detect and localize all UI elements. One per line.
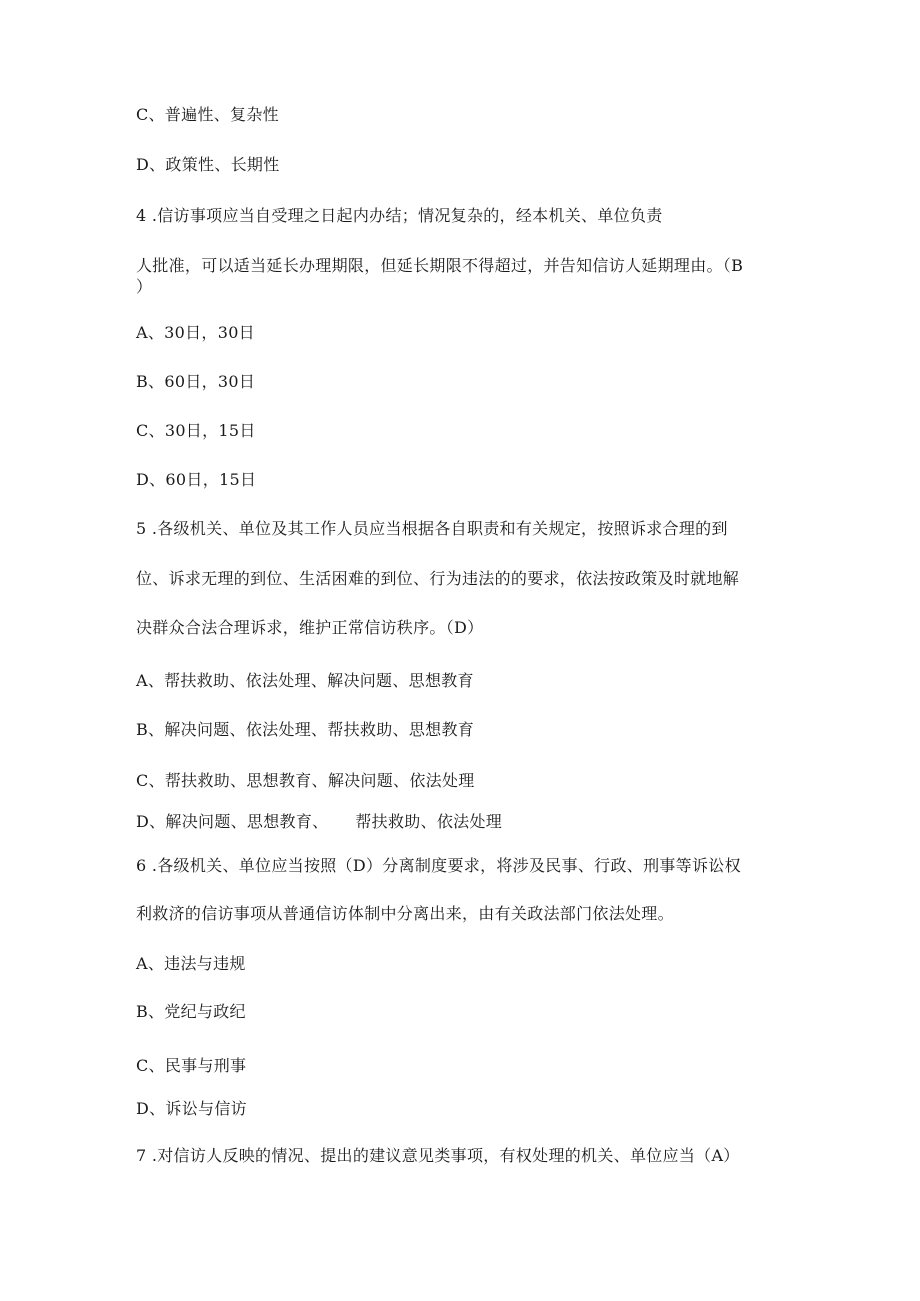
q6-option-b: B、党纪与政纪 — [136, 1002, 246, 1021]
q4-stem-line-1: 4 .信访事项应当自受理之日起内办结；情况复杂的，经本机关、单位负责 — [136, 206, 663, 225]
q4-option-d: D、60日，15日 — [136, 470, 257, 489]
q4-stem-line-3: ） — [136, 277, 153, 296]
q3-option-c: C、普遍性、复杂性 — [136, 105, 279, 124]
q7-stem-line-1: 7 .对信访人反映的情况、提出的建议意见类事项，有权处理的机关、单位应当（A） — [136, 1146, 740, 1165]
q6-stem-line-2: 利救济的信访事项从普通信访体制中分离出来，由有关政法部门依法处理。 — [136, 904, 674, 923]
q5-stem-line-2: 位、诉求无理的到位、生活困难的到位、行为违法的的要求，依法按政策及时就地解 — [136, 569, 740, 588]
q4-option-c: C、30日，15日 — [136, 421, 256, 440]
q5-option-a: A、帮扶救助、依法处理、解决问题、思想教育 — [136, 671, 474, 690]
q6-option-c: C、民事与刑事 — [136, 1056, 247, 1075]
q4-stem-line-2: 人批准，可以适当延长办理期限，但延长期限不得超过，并告知信访人延期理由。（B — [136, 256, 744, 275]
q5-stem-line-3: 决群众合法合理诉求，维护正常信访秩序。（D） — [136, 618, 484, 637]
q5-option-d: D、解决问题、思想教育、 帮扶救助、依法处理 — [136, 812, 503, 831]
q6-option-d: D、诉讼与信访 — [136, 1099, 247, 1118]
q4-option-a: A、30日，30日 — [136, 323, 255, 342]
q6-option-a: A、违法与违规 — [136, 954, 246, 973]
q6-stem-line-1: 6 .各级机关、单位应当按照（D）分离制度要求，将涉及民事、行政、刑事等诉讼权 — [136, 856, 741, 875]
q5-option-b: B、解决问题、依法处理、帮扶救助、思想教育 — [136, 720, 475, 739]
q5-stem-line-1: 5 .各级机关、单位及其工作人员应当根据各自职责和有关规定，按照诉求合理的到 — [136, 519, 728, 538]
q5-option-c: C、帮扶救助、思想教育、解决问题、依法处理 — [136, 771, 475, 790]
q3-option-d: D、政策性、长期性 — [136, 155, 280, 174]
q4-option-b: B、60日，30日 — [136, 372, 256, 391]
